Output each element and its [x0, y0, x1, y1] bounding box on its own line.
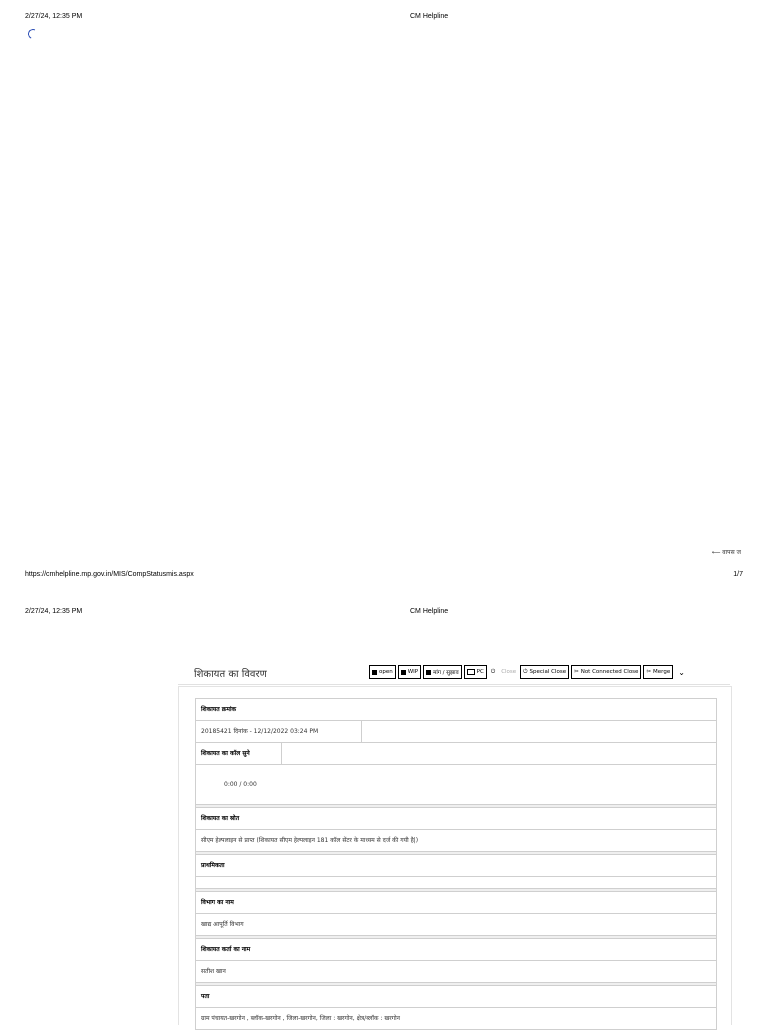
- not-connected-close-button[interactable]: [571, 665, 641, 679]
- user-icon: [426, 670, 431, 675]
- print-page-number: 1/7: [733, 571, 743, 578]
- details-table: [195, 698, 717, 1030]
- address-label: पता: [196, 986, 716, 1008]
- print-header-2: [0, 608, 768, 620]
- call-listen-label: शिकायत का कॉल सुने: [196, 743, 282, 764]
- special-close-label: Special Close: [529, 669, 567, 675]
- demand-label: मांग / सुझाव: [433, 670, 459, 676]
- close-button[interactable]: Close: [499, 666, 518, 678]
- wip-button[interactable]: [398, 665, 421, 679]
- complaint-detail-body: [178, 686, 732, 1025]
- merge-label: Merge: [653, 669, 671, 675]
- audio-player[interactable]: [196, 765, 716, 805]
- complaint-number-label: शिकायत क्रमांक: [196, 699, 716, 721]
- chevron-down-icon[interactable]: ⌄: [678, 667, 685, 677]
- complainant-label: शिकायत कर्ता का नाम: [196, 939, 716, 961]
- source-label: शिकायत का स्रोत: [196, 808, 716, 830]
- print-url: https://cmhelpline.mp.gov.in/MIS/CompStatusmis.aspx: [25, 571, 194, 578]
- print-datetime: 2/27/24, 12:35 PM: [25, 13, 83, 20]
- audio-time: 0:00 / 0:00: [224, 781, 257, 788]
- source-value: सीएम हेल्पलाइन से प्राप्त (शिकायत सीएम हेल्पलाइन 181 कॉल सेंटर के माध्यम से दर्ज की गयी है|): [196, 830, 716, 852]
- complainant-value: सतीश खान: [196, 961, 716, 983]
- plug-icon: ✂: [646, 669, 652, 675]
- power-icon: ⏻: [489, 666, 497, 678]
- folder-icon: [372, 670, 377, 675]
- print-header-1: [0, 13, 768, 25]
- demand-suggestion-button[interactable]: [423, 665, 462, 679]
- priority-label: प्राथमिकता: [196, 855, 716, 877]
- complaint-number-value: 20185421 दिनांक - 12/12/2022 03:24 PM: [196, 721, 362, 742]
- loading-spinner-icon: [27, 28, 40, 41]
- user-icon: [401, 670, 406, 675]
- special-close-button[interactable]: [520, 665, 569, 679]
- monitor-icon: [467, 669, 475, 675]
- call-listen-row: [196, 743, 716, 765]
- open-label: open: [379, 669, 393, 675]
- wip-label: WIP: [407, 669, 419, 675]
- department-value: खाद्य आपूर्ति विभाग: [196, 914, 716, 936]
- open-button[interactable]: [369, 665, 396, 679]
- department-label: विभाग का नाम: [196, 892, 716, 914]
- address-value: ग्राम पंचायत-खरगोन , ब्लॉक-खरगोन , जिला-खरगोन, जिला : खरगोन, क्षेत्र/ब्लॉक : खरगोन: [196, 1008, 716, 1030]
- pc-button[interactable]: [464, 665, 487, 679]
- print-page-title: CM Helpline: [410, 608, 449, 615]
- merge-button[interactable]: [643, 665, 673, 679]
- pc-label: PC: [476, 669, 484, 675]
- priority-value: [196, 877, 716, 889]
- print-datetime: 2/27/24, 12:35 PM: [25, 608, 83, 615]
- print-page-title: CM Helpline: [410, 13, 449, 20]
- complaint-detail-heading: [178, 660, 730, 685]
- power-icon: ⏻: [523, 668, 528, 675]
- not-connected-close-label: Not Connected Close: [580, 669, 639, 675]
- panel-title: शिकायत का विवरण: [194, 669, 267, 680]
- action-toolbar: [369, 665, 685, 679]
- back-link[interactable]: ⟵ वापस ज: [711, 549, 741, 556]
- complaint-number-row: [196, 721, 716, 743]
- unplug-icon: ✂: [574, 669, 579, 675]
